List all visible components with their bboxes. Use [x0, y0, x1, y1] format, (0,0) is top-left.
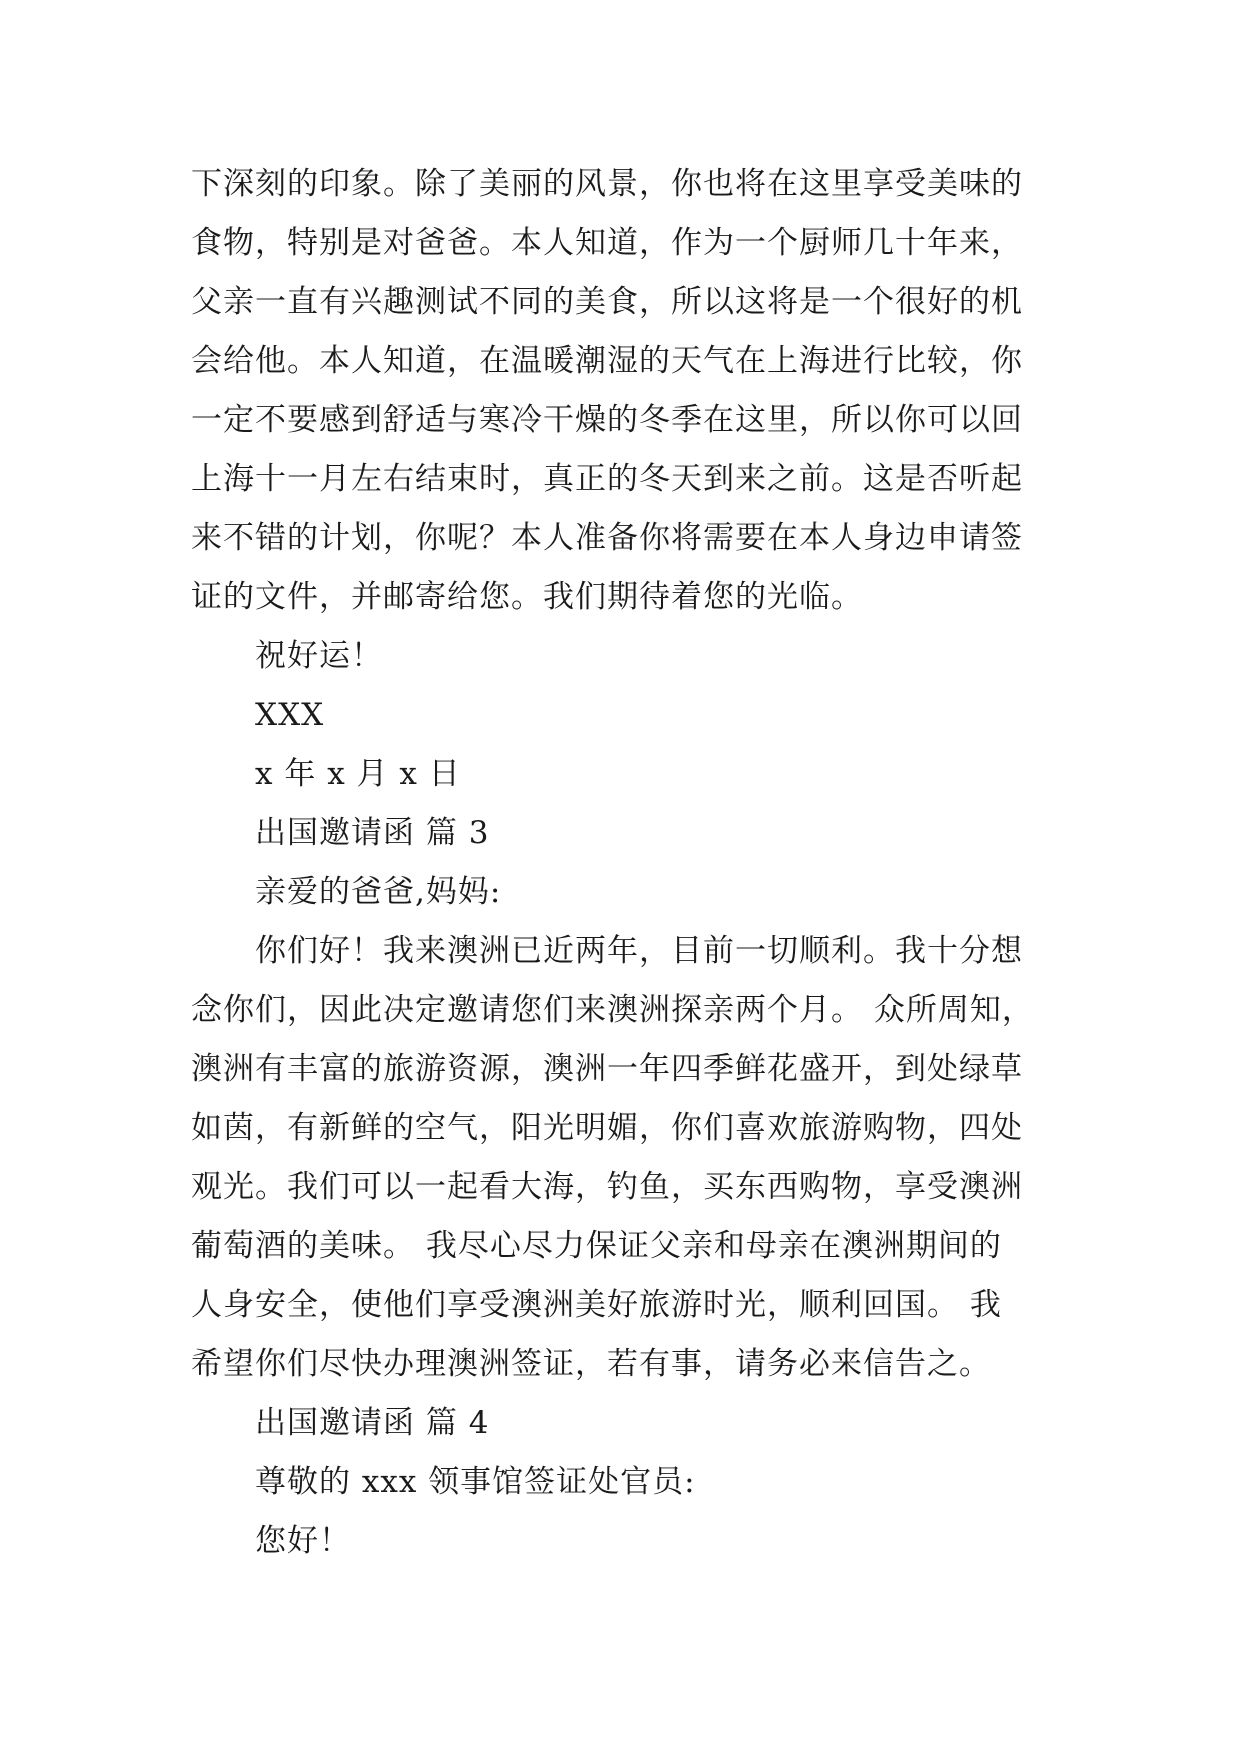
paragraph-line: 澳洲有丰富的旅游资源，澳洲一年四季鲜花盛开，到处绿草 — [191, 1051, 1023, 1087]
closing-greeting: 祝好运！ — [255, 638, 383, 674]
paragraph-line: 会给他。本人知道，在温暖潮湿的天气在上海进行比较，你 — [191, 343, 1023, 379]
section-heading: 出国邀请函 篇 3 — [255, 815, 490, 851]
signature-name: XXX — [255, 697, 325, 733]
paragraph-line: 希望你们尽快办理澳洲签证，若有事，请务必来信告之。 — [191, 1346, 991, 1382]
paragraph-line: 上海十一月左右结束时，真正的冬天到来之前。这是否听起 — [191, 461, 1023, 497]
paragraph-line: 葡萄酒的美味。 我尽心尽力保证父亲和母亲在澳洲期间的 — [191, 1228, 1002, 1264]
paragraph-line: 你们好！我来澳洲已近两年，目前一切顺利。我十分想 — [255, 933, 1023, 969]
paragraph-line: 念你们，因此决定邀请您们来澳洲探亲两个月。 众所周知， — [191, 992, 1034, 1028]
paragraph-line: 一定不要感到舒适与寒冷干燥的冬季在这里，所以你可以回 — [191, 402, 1023, 438]
document-body — [191, 155, 1051, 1571]
paragraph-line: 如茵，有新鲜的空气，阳光明媚，你们喜欢旅游购物，四处 — [191, 1110, 1023, 1146]
paragraph-line: 观光。我们可以一起看大海，钓鱼，买东西购物，享受澳洲 — [191, 1169, 1023, 1205]
paragraph-line: 来不错的计划，你呢？本人准备你将需要在本人身边申请签 — [191, 520, 1023, 556]
paragraph-line: 下深刻的印象。除了美丽的风景，你也将在这里享受美味的 — [191, 166, 1023, 202]
section-heading: 出国邀请函 篇 4 — [255, 1405, 490, 1441]
paragraph-line: 证的文件，并邮寄给您。我们期待着您的光临。 — [191, 579, 863, 615]
paragraph-line: 父亲一直有兴趣测试不同的美食，所以这将是一个很好的机 — [191, 284, 1023, 320]
salutation: 尊敬的 xxx 领事馆签证处官员: — [255, 1464, 696, 1500]
signature-date: x 年 x 月 x 日 — [255, 756, 461, 792]
paragraph-line: 人身安全，使他们享受澳洲美好旅游时光，顺利回国。 我 — [191, 1287, 1002, 1323]
greeting: 您好！ — [255, 1523, 351, 1559]
salutation: 亲爱的爸爸,妈妈: — [255, 874, 502, 910]
paragraph-line: 食物，特别是对爸爸。本人知道，作为一个厨师几十年来， — [191, 225, 1023, 261]
